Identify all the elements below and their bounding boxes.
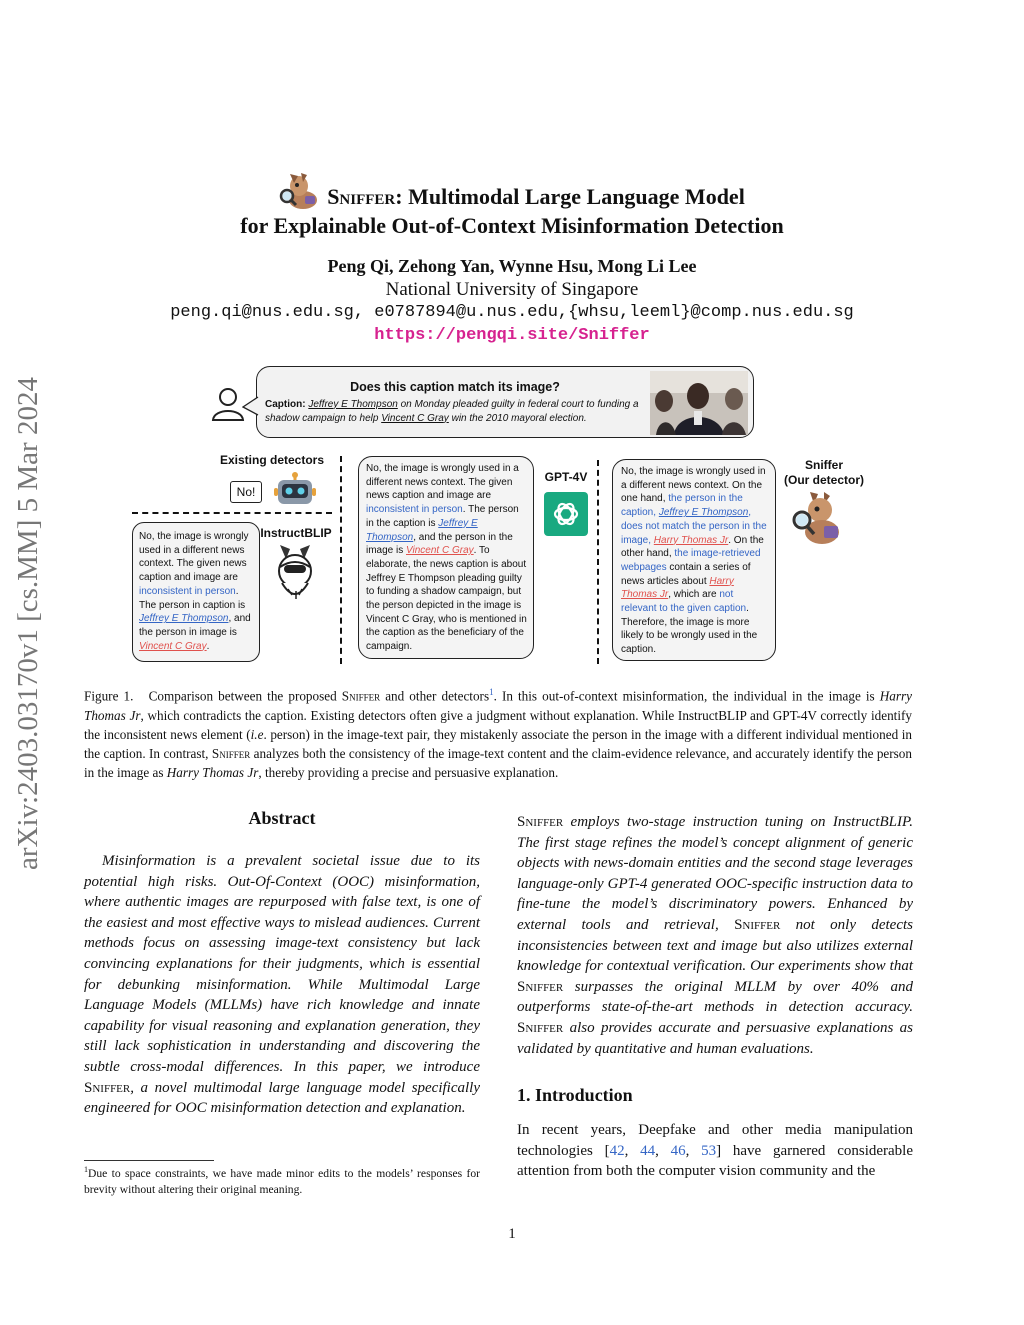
abstract-text: also provides accurate and persuasive explanations as validated by quantitative and human evaluations. — [517, 1019, 913, 1057]
footnote-text: Due to space constraints, we have made minor edits to the models’ responses for brevity without altering their original meaning. — [84, 1166, 480, 1196]
sniffer-detector-label — [776, 458, 872, 488]
abstract-paragraph — [84, 851, 480, 1119]
right-column — [517, 812, 913, 1182]
column-divider — [340, 456, 342, 664]
response-text: , and the person in the image is — [366, 531, 513, 557]
sniffer-name: Sniffer — [327, 184, 396, 209]
sniffer-llama-icon — [790, 490, 844, 546]
introduction-heading: 1. Introduction — [517, 1085, 633, 1106]
bubble-tail — [242, 395, 260, 417]
question-bubble — [256, 366, 754, 438]
abstract-text: , a novel multimodal large language model specifically engineered for OOC misinformation detection and explanation. — [84, 1079, 480, 1117]
title-line1: : Multimodal Large Language Model — [395, 184, 745, 209]
page-number: 1 — [508, 1226, 516, 1242]
dashed-separator — [132, 512, 332, 514]
sniffer-name: Sniffer — [211, 746, 251, 761]
highlight-text: not relevant to the given caption — [621, 589, 747, 615]
news-photo — [650, 371, 748, 435]
citation-link[interactable]: 46 — [670, 1142, 686, 1159]
abstract-heading: Abstract — [248, 808, 316, 828]
caption-text: , which contradicts the caption. Existing detectors often give a judgment without explanation. While InstructBLIP and GPT-4V correctly identify the inconsistent news element ( — [84, 707, 912, 742]
caption-name: Jeffrey E Thompson — [308, 398, 398, 410]
author: Wynne Hsu — [498, 256, 589, 276]
entity-name: Jeffrey E Thompson — [366, 517, 478, 543]
response-text: No, the image is wrongly used in a different news context. The given news caption and image are — [139, 531, 249, 584]
response-text: contain a series of news articles about — [621, 561, 751, 587]
no-bubble: No! — [230, 481, 262, 503]
abstract-text: Misinformation is a prevalent societal issue due to its potential high risks. Out-Of-Context (OOC) misinformation, where authentic images are repurposed with false text, is one of the easiest and most effective ways to mislead audiences. Current methods focus on assessing image-text consistency but lack convincing explanations for their judgments, which is essential for debunking misinformation. While Multimodal Large Language Models (MLLMs) have rich knowledge and innate capability for visual reasoning and explanation generation, they still lack sophistication in understanding and discovering the subtle cross-modal differences. In this paper, we introduce — [84, 853, 480, 1075]
highlight-text: inconsistent in person — [366, 504, 463, 516]
response-text: , and the person in image is — [139, 613, 251, 638]
entity-name: Vincent C Gray — [139, 640, 207, 652]
abbreviation: i.e — [250, 726, 264, 742]
response-text: . The person in the caption is — [366, 504, 519, 529]
existing-detectors-label: Existing detectors — [219, 453, 325, 467]
author-emails: peng.qi@nus.edu.sg, e0787894@u.nus.edu,{whsu,leeml}@comp.nus.edu.sg — [170, 303, 854, 322]
column-divider — [597, 460, 599, 664]
highlight-text: , does not match the person in the image, — [621, 507, 767, 546]
caption-text: . person) in the image-text pair, they mistakenly associate the person in the image with a different individual mentioned in the caption. In contrast, — [84, 726, 912, 761]
response-text: . — [206, 640, 210, 652]
caption-name: Vincent C Gray — [381, 412, 449, 424]
abstract-text: surpasses the original MLLM by over 40% and outperforms state-of-the-art methods in detection accuracy. — [517, 978, 913, 1016]
abstract-text: not only detects inconsistencies between text and image but also utilizes external knowledge for contextual verification. Our experiments show that — [517, 916, 913, 975]
highlight-text: the image-retrieved webpages — [621, 548, 761, 573]
citation-link[interactable]: 44 — [640, 1142, 656, 1159]
intro-text: In recent years, Deepfake and other media manipulation technologies [ — [517, 1122, 913, 1159]
paper-title — [0, 170, 1024, 240]
entity-name: Jeffrey E Thompson — [658, 507, 749, 519]
entity-name: Vincent C Gray — [406, 545, 474, 557]
left-column — [84, 808, 480, 1119]
author-list: Peng Qi, Zehong Yan, Wynne Hsu, Mong Li Lee — [327, 256, 697, 276]
highlight-text: inconsistent in person — [139, 585, 236, 597]
citation-link[interactable]: 53 — [701, 1142, 717, 1159]
caption-text: on Monday pleaded guilty in federal court to funding a shadow campaign to help — [265, 398, 639, 424]
abstract-paragraph — [517, 812, 913, 1059]
caption-text: and other detectors — [380, 688, 490, 704]
arxiv-stamp: arXiv:2403.03170v1 [cs.MM] 5 Mar 2024 — [12, 377, 44, 870]
entity-name: Harry Thomas Jr — [166, 765, 259, 781]
response-text: , which are — [668, 589, 720, 601]
citation-link[interactable]: 42 — [609, 1142, 625, 1159]
footnote-ref[interactable]: 1 — [489, 687, 494, 697]
response-text: No, the image is wrongly used in a different news context. The given news caption and image are — [366, 463, 519, 502]
author: Mong Li Lee — [597, 256, 697, 276]
caption-text: . In this out-of-context misinformation, the individual in the image is — [493, 688, 880, 704]
entity-name: Harry Thomas Jr — [84, 688, 912, 723]
entity-name: Harry Thomas Jr — [653, 534, 729, 546]
sniffer-name: Sniffer — [517, 1019, 564, 1036]
caption-label: Caption: — [265, 398, 306, 410]
title-line2: for Explainable Out-of-Context Misinformation Detection — [240, 213, 784, 238]
response-text: . To elaborate, the news caption is about Jeffrey E Thompson pleading guilty to funding a shadow campaign, but the person depicted in the image is Vincent C Gray, who is mentioned in the caption as the beneficiary of the campaign. — [366, 545, 527, 653]
caption-label: Figure 1. — [84, 688, 134, 704]
caption-text: win the 2010 mayoral election. — [448, 412, 587, 424]
project-link[interactable]: https://pengqi.site/Sniffer — [374, 326, 650, 345]
llama-detective-icon — [279, 170, 323, 210]
footnote — [84, 1162, 480, 1198]
footnote-rule — [84, 1160, 214, 1161]
footnote-mark: 1 — [84, 1165, 88, 1174]
instructblip-llama-icon — [270, 543, 320, 605]
instructblip-label: InstructBLIP — [260, 526, 332, 540]
entity-name: Jeffrey E Thompson — [139, 613, 229, 625]
response-text: . On the other hand, — [621, 534, 764, 560]
response-text: No, the image is wrongly used in a different news context. On the one hand, — [621, 466, 766, 505]
question-text: Does this caption match its image? — [350, 380, 560, 394]
introduction-paragraph: In recent years, Deepfake and other media manipulation technologies [42, 44, 46, 53] have garnered considerable attention from both the computer vision community and the — [517, 1122, 913, 1180]
highlight-text: the person in the caption, — [621, 493, 743, 519]
caption-text: , thereby providing a precise and persuasive explanation. — [258, 765, 559, 781]
caption-text: Comparison between the proposed — [148, 688, 342, 704]
sniffer-response — [612, 459, 776, 661]
caption-text: analyzes both the consistency of the image-text content and the claim-evidence relevance, and accurately identify the person in the image as — [84, 746, 912, 781]
sniffer-name: Sniffer — [517, 978, 564, 995]
author: Zehong Yan — [398, 256, 490, 276]
author: Peng Qi — [327, 256, 390, 276]
sniffer-name: Sniffer — [734, 916, 781, 933]
openai-icon — [544, 492, 588, 536]
sniffer-name: Sniffer — [517, 814, 564, 830]
instructblip-response — [132, 522, 260, 662]
gpt4v-label: GPT-4V — [544, 470, 588, 484]
sniffer-name: Sniffer — [84, 1079, 131, 1096]
response-text: . The person in caption is — [139, 585, 246, 611]
figure-caption — [84, 683, 912, 782]
response-text: . Therefore, the image is more likely to be wrongly used in the caption. — [621, 603, 758, 656]
user-icon — [210, 386, 246, 422]
sniffer-sublabel: (Our detector) — [783, 473, 864, 487]
intro-text: ] have garnered considerable attention from both the computer vision community and the — [517, 1142, 913, 1180]
gpt4v-response — [358, 456, 534, 659]
sniffer-label: Sniffer — [804, 458, 843, 472]
affiliation: National University of Singapore — [385, 279, 639, 300]
sniffer-name: Sniffer — [341, 688, 381, 704]
abstract-text: employs two-stage instruction tuning on InstructBLIP. The first stage refines the model’s concept alignment of generic objects with news-domain entities and the second stage leverages language-only GPT-4 generated OOC-specific instruction data to fine-tune the model’s discriminatory powers. Enhanced by external tools and retrieval, — [517, 814, 913, 933]
claim-caption — [265, 398, 650, 426]
entity-name: Harry Thomas Jr — [621, 575, 734, 601]
robot-icon — [274, 472, 316, 508]
